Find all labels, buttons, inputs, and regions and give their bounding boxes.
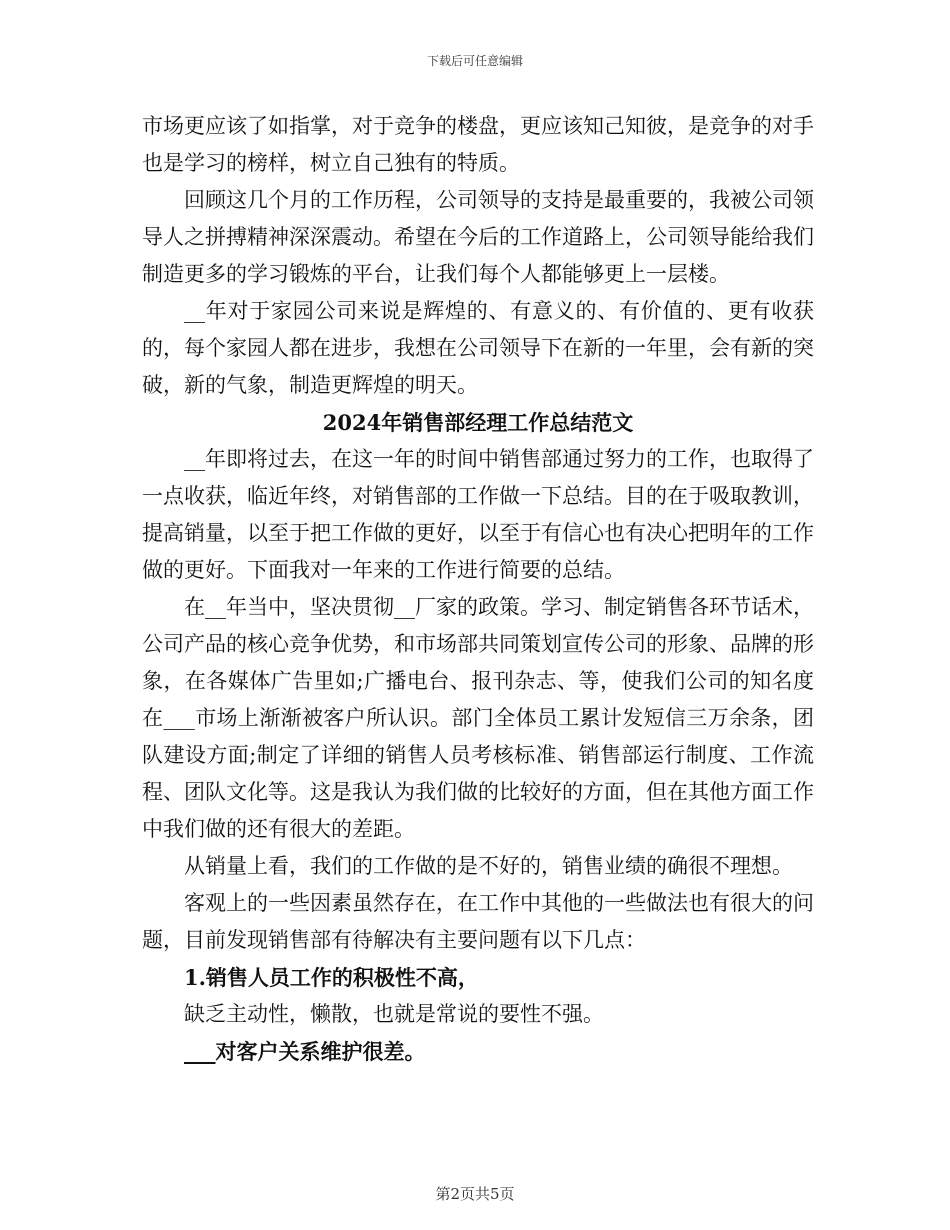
paragraph-6: 从销量上看，我们的工作做的是不好的，销售业绩的确很不理想。	[184, 854, 793, 878]
list-heading-1: 1.销售人员工作的积极性不高，	[184, 965, 479, 990]
paragraph-1: 市场更应该了如指掌，对于竞争的楼盘，更应该知己知彼，是竞争的对手也是学习的榜样，树立自己独有的特质。	[142, 114, 814, 175]
paragraph-4: __年即将过去，在这一年的时间中销售部通过努力的工作，也取得了一点收获，临近年终，对销售部的工作做一下总结。目的在于吸取教训，提高销量，以至于把工作做的更好，以至于有信心也有决心把明年的工作做的更好。下面我对一年来的工作进行简要的总结。	[142, 447, 814, 582]
document-body	[142, 108, 814, 1070]
paragraph-7: 客观上的一些因素虽然存在，在工作中其他的一些做法也有很大的问题，目前发现销售部有待解决有主要问题有以下几点：	[142, 891, 814, 952]
paragraph-9: 缺乏主动性，懒散，也就是常说的要性不强。	[184, 1002, 604, 1026]
page-header: 下载后可任意编辑	[426, 54, 523, 68]
page-footer: 第2页共5页	[435, 1185, 515, 1203]
list-heading-2: ___对客户关系维护很差。	[184, 1039, 426, 1064]
section-title: 2024年销售部经理工作总结范文	[322, 410, 634, 435]
paragraph-2: 回顾这几个月的工作历程，公司领导的支持是最重要的，我被公司领导人之拼搏精神深深震动。希望在今后的工作道路上，公司领导能给我们制造更多的学习锻炼的平台，让我们每个人都能够更上一层楼。	[142, 188, 814, 286]
paragraph-5: 在__年当中，坚决贯彻__厂家的政策。学习、制定销售各环节话术，公司产品的核心竞争优势，和市场部共同策划宣传公司的形象、品牌的形象，在各媒体广告里如;广播电台、报刊杂志、等，使我们公司的知名度在___市场上渐渐被客户所认识。部门全体员工累计发短信三万余条，团队建设方面;制定了详细的销售人员考核标准、销售部运行制度、工作流程、团队文化等。这是我认为我们做的比较好的方面，但在其他方面工作中我们做的还有很大的差距。	[142, 595, 814, 841]
paragraph-3: __年对于家园公司来说是辉煌的、有意义的、有价值的、更有收获的，每个家园人都在进步，我想在公司领导下在新的一年里，会有新的突破，新的气象，制造更辉煌的明天。	[142, 299, 814, 397]
